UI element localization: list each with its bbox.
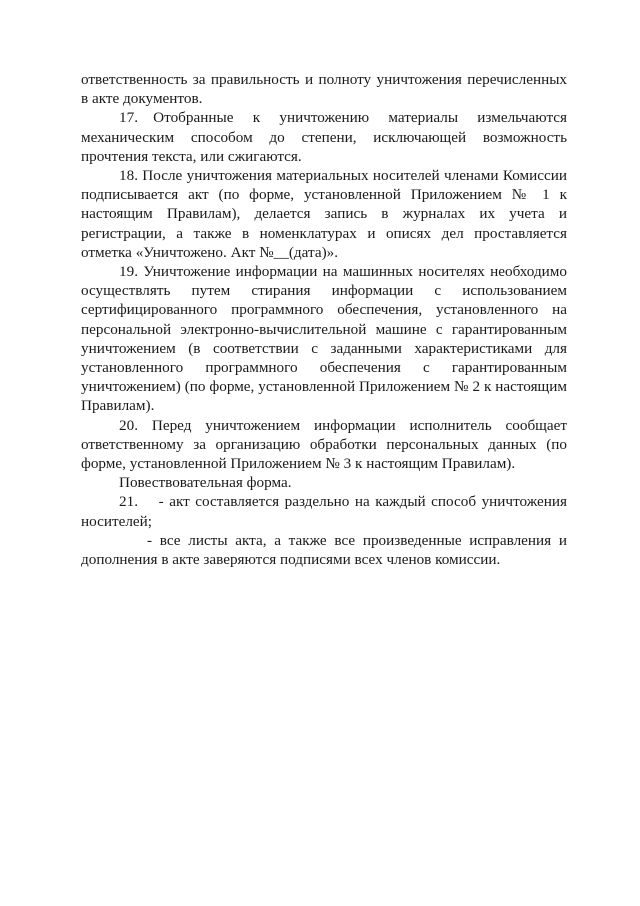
paragraph-19: 19. Уничтожение информации на машинных носителях необходимо осуществлять путем стирания информации с использованием сертифицированного программного обеспечения, установленного на персональной электронно-вычислительной машине с гарантированным уничтожением (в соответствии с заданными характеристиками для установленного программного обеспечения с гарантированным уничтожением) (по форме, установленной Приложением № 2 к настоящим Правилам). <box>81 263 567 415</box>
paragraph-17: 17. Отобранные к уничтожению материалы измельчаются механическим способом до степени, исключающей возможность прочтения текста, или сжигаются. <box>81 109 567 165</box>
paragraph-16-continuation: ответственность за правильность и полноту уничтожения перечисленных в акте документов. <box>81 71 567 108</box>
paragraph-narrative-form: Повествовательная форма. <box>119 474 292 492</box>
paragraph-21: 21. - акт составляется раздельно на каждый способ уничтожения носителей; <box>81 493 567 530</box>
document-body <box>81 70 567 569</box>
paragraph-18: 18. После уничтожения материальных носителей членами Комиссии подписывается акт (по форме, установленной Приложением № 1 к настоящим Правилам), делается запись в журналах их учета и регистрации, а также в номенклатурах и описях дел проставляется отметка «Уничтожено. Акт №__(дата)». <box>81 167 567 261</box>
paragraph-20: 20. Перед уничтожением информации исполнитель сообщает ответственному за организацию обработки персональных данных (по форме, установленной Приложением № 3 к настоящим Правилам). <box>81 416 567 473</box>
paragraph-21-item: - все листы акта, а также все произведенные исправления и дополнения в акте заверяются подписями всех членов комиссии. <box>81 531 567 569</box>
